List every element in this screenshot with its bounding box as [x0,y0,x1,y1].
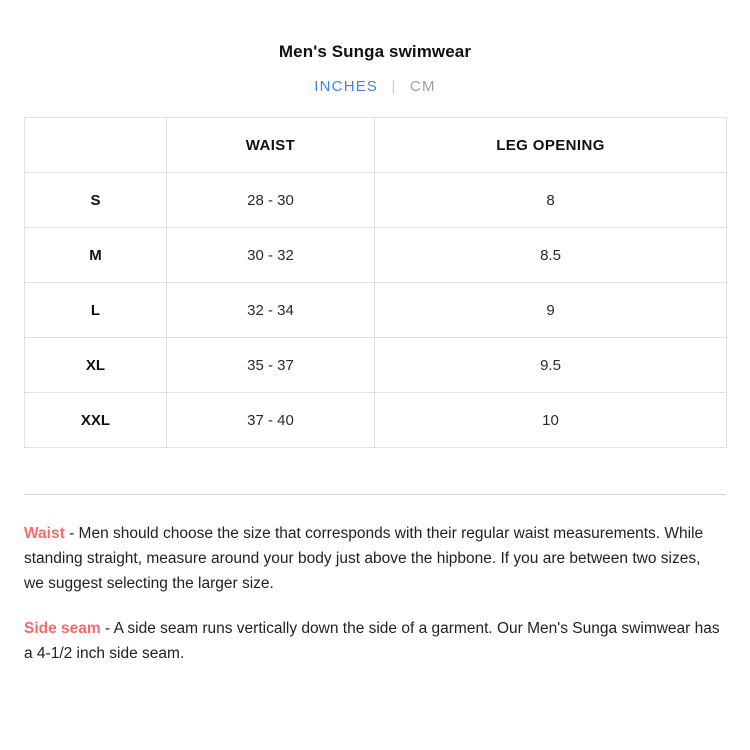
cell-leg-opening: 10 [375,393,727,448]
cell-size: M [25,228,167,283]
unit-toggle[interactable] [24,78,726,95]
table-header-row [25,118,727,173]
cell-size: S [25,173,167,228]
cell-size: XL [25,338,167,393]
column-header-leg-opening: LEG OPENING [375,118,727,173]
unit-inches-option[interactable]: INCHES [314,78,379,95]
note-text: - A side seam runs vertically down the side of a garment. Our Men's Sunga swimwear has a 4-1/2 inch side seam. [24,620,720,663]
unit-cm-option[interactable]: CM [410,78,436,95]
cell-waist: 35 - 37 [167,338,375,393]
cell-leg-opening: 8 [375,173,727,228]
note-text: - Men should choose the size that corresponds with their regular waist measurements. While standing straight, measure around your body just above the hipbone. If you are between two sizes, we suggest selecting the larger size. [24,525,704,593]
unit-separator: | [391,78,397,95]
note-term: Side seam [24,620,101,638]
notes-section [24,521,724,667]
size-chart-table [24,117,727,448]
cell-size: L [25,283,167,338]
column-header-size [25,118,167,173]
note-side-seam [24,616,724,666]
table-row [25,173,727,228]
cell-leg-opening: 9 [375,283,727,338]
table-row [25,228,727,283]
cell-waist: 30 - 32 [167,228,375,283]
column-header-waist: WAIST [167,118,375,173]
table-row [25,338,727,393]
cell-waist: 32 - 34 [167,283,375,338]
cell-leg-opening: 8.5 [375,228,727,283]
section-divider [24,494,726,495]
cell-leg-opening: 9.5 [375,338,727,393]
page-title: Men's Sunga swimwear [278,42,472,61]
cell-size: XXL [25,393,167,448]
note-waist [24,521,724,596]
note-term: Waist [24,525,65,542]
cell-waist: 37 - 40 [167,393,375,448]
table-row [25,393,727,448]
cell-waist: 28 - 30 [167,173,375,228]
table-row [25,283,727,338]
